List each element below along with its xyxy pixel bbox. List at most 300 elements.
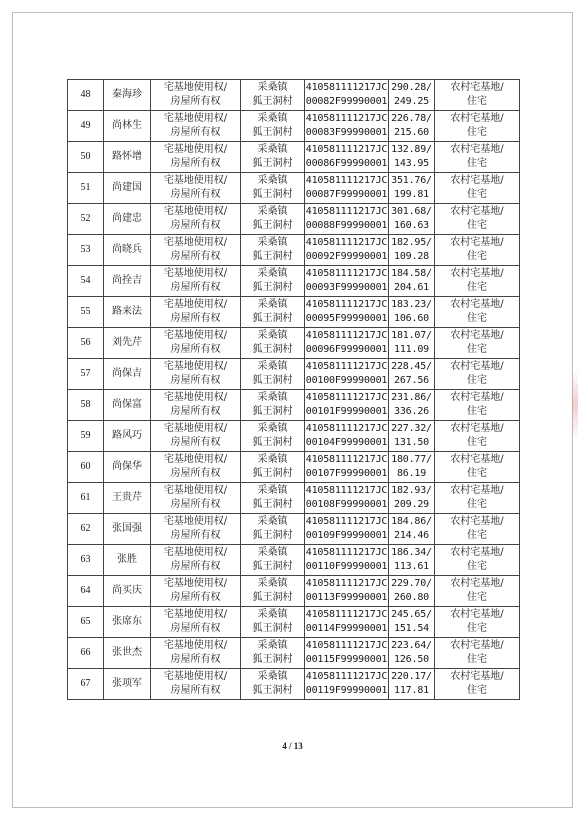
unit-number-text: 00108F99990001	[305, 499, 388, 510]
location-cell	[241, 111, 305, 142]
usage-cell	[435, 359, 520, 390]
right-type-cell	[151, 483, 241, 514]
unit-number-text: 00087F99990001	[305, 189, 388, 200]
unit-number-text: 00110F99990001	[305, 561, 388, 572]
area-cell	[389, 173, 435, 204]
right-type-cell	[151, 576, 241, 607]
row-index-cell	[68, 359, 104, 390]
area-text: 231.86/	[391, 392, 432, 403]
usage-text: 住宅	[467, 96, 487, 107]
unit-number-text: 410581111217JC	[305, 609, 388, 620]
usage-text: 住宅	[467, 158, 487, 169]
row-index-text: 53	[80, 244, 91, 255]
owner-name-text: 尚建忠	[112, 213, 142, 224]
area-text: 143.95	[394, 158, 429, 169]
location-text: 狐王洞村	[252, 685, 293, 696]
right-type-text: 房屋所有权	[170, 530, 221, 541]
usage-cell	[435, 452, 520, 483]
unit-number-text: 41058111121​7JC	[305, 82, 388, 93]
area-cell	[389, 390, 435, 421]
owner-name-text: 王贵芹	[112, 492, 142, 503]
right-type-text: 房屋所有权	[170, 375, 221, 386]
unit-number-cell	[305, 390, 389, 421]
owner-name-cell	[104, 328, 151, 359]
row-index-cell	[68, 111, 104, 142]
right-type-cell	[151, 204, 241, 235]
owner-name-text: 刘先芹	[112, 337, 142, 348]
usage-text: 农村宅基地/	[450, 237, 504, 248]
right-type-text: 宅基地使用权/	[163, 299, 228, 310]
right-type-text: 房屋所有权	[170, 685, 221, 696]
row-index-text: 63	[80, 554, 91, 565]
area-text: 214.46	[394, 530, 429, 541]
owner-name-text: 路怀增	[112, 151, 142, 162]
owner-name-text: 尚晓兵	[112, 244, 142, 255]
area-cell	[389, 297, 435, 328]
location-cell	[241, 142, 305, 173]
location-cell	[241, 483, 305, 514]
unit-number-cell	[305, 514, 389, 545]
area-cell	[389, 514, 435, 545]
location-text: 采桑镇	[257, 82, 288, 93]
area-text: 215.60	[394, 127, 429, 138]
right-type-cell	[151, 638, 241, 669]
right-type-text: 房屋所有权	[170, 282, 221, 293]
owner-name-text: 尚建国	[112, 182, 142, 193]
table-row	[68, 669, 520, 700]
unit-number-text: 410581111217JC	[305, 423, 388, 434]
owner-name-text: 张项军	[112, 678, 142, 689]
usage-cell	[435, 545, 520, 576]
right-type-text: 房屋所有权	[170, 437, 221, 448]
usage-cell	[435, 483, 520, 514]
usage-text: 农村宅基地/	[450, 175, 504, 186]
location-text: 采桑镇	[257, 454, 288, 465]
unit-number-text: 410581111217JC	[305, 640, 388, 651]
area-text: 336.26	[394, 406, 429, 417]
area-text: 183.23/	[391, 299, 432, 310]
right-type-cell	[151, 421, 241, 452]
location-text: 采桑镇	[257, 113, 288, 124]
usage-cell	[435, 638, 520, 669]
location-text: 狐王洞村	[252, 375, 293, 386]
row-index-cell	[68, 204, 104, 235]
unit-number-cell	[305, 483, 389, 514]
row-index-cell	[68, 607, 104, 638]
usage-text: 住宅	[467, 623, 487, 634]
location-text: 狐王洞村	[252, 530, 293, 541]
right-type-text: 宅基地使用权/	[163, 485, 228, 496]
area-cell	[389, 204, 435, 235]
unit-number-text: 00088F99990001	[305, 220, 388, 231]
row-index-cell	[68, 173, 104, 204]
unit-number-cell	[305, 545, 389, 576]
location-text: 狐王洞村	[252, 468, 293, 479]
area-text: 220.17/	[391, 671, 432, 682]
area-text: 226.78/	[391, 113, 432, 124]
unit-number-text: 410581111217JC	[305, 547, 388, 558]
location-text: 狐王洞村	[252, 282, 293, 293]
unit-number-text: 00113F99990001	[305, 592, 388, 603]
location-cell	[241, 80, 305, 111]
right-type-text: 宅基地使用权/	[163, 547, 228, 558]
location-text: 采桑镇	[257, 516, 288, 527]
area-cell	[389, 266, 435, 297]
unit-number-text: 00093F99990001	[305, 282, 388, 293]
right-type-cell	[151, 390, 241, 421]
usage-text: 农村宅基地/	[450, 640, 504, 651]
location-text: 狐王洞村	[252, 313, 293, 324]
usage-cell	[435, 297, 520, 328]
area-text: 204.61	[394, 282, 429, 293]
location-text: 采桑镇	[257, 640, 288, 651]
unit-number-cell	[305, 576, 389, 607]
right-type-text: 宅基地使用权/	[163, 578, 228, 589]
right-type-cell	[151, 669, 241, 700]
area-text: 290.28/	[391, 82, 432, 93]
location-text: 狐王洞村	[252, 127, 293, 138]
owner-name-cell	[104, 359, 151, 390]
unit-number-cell	[305, 359, 389, 390]
area-text: 132.89/	[391, 144, 432, 155]
area-cell	[389, 111, 435, 142]
area-cell	[389, 545, 435, 576]
location-cell	[241, 514, 305, 545]
unit-number-text: 410581111217JC	[305, 516, 388, 527]
location-text: 狐王洞村	[252, 561, 293, 572]
right-type-cell	[151, 142, 241, 173]
right-type-cell	[151, 266, 241, 297]
owner-name-cell	[104, 297, 151, 328]
right-type-cell	[151, 297, 241, 328]
area-text: 351.76/	[391, 175, 432, 186]
unit-number-text: 410581111217JC	[305, 578, 388, 589]
usage-text: 住宅	[467, 406, 487, 417]
usage-cell	[435, 514, 520, 545]
owner-name-cell	[104, 390, 151, 421]
owner-name-text: 秦海珍	[112, 89, 142, 100]
usage-cell	[435, 576, 520, 607]
area-cell	[389, 576, 435, 607]
area-cell	[389, 638, 435, 669]
owner-name-cell	[104, 80, 151, 111]
records-table-body	[68, 80, 520, 700]
location-text: 狐王洞村	[252, 251, 293, 262]
location-text: 采桑镇	[257, 361, 288, 372]
row-index-text: 61	[80, 492, 91, 503]
row-index-cell	[68, 638, 104, 669]
row-index-text: 48	[80, 89, 91, 100]
row-index-text: 52	[80, 213, 91, 224]
area-text: 186.34/	[391, 547, 432, 558]
unit-number-cell	[305, 142, 389, 173]
usage-text: 农村宅基地/	[450, 144, 504, 155]
owner-name-cell	[104, 142, 151, 173]
right-type-text: 宅基地使用权/	[163, 175, 228, 186]
row-index-cell	[68, 669, 104, 700]
owner-name-text: 张国强	[112, 523, 142, 534]
owner-name-text: 尚保华	[112, 461, 142, 472]
usage-cell	[435, 204, 520, 235]
unit-number-text: 00100F99990001	[305, 375, 388, 386]
location-cell	[241, 173, 305, 204]
right-type-text: 宅基地使用权/	[163, 516, 228, 527]
row-index-cell	[68, 328, 104, 359]
right-type-cell	[151, 111, 241, 142]
row-index-cell	[68, 390, 104, 421]
area-cell	[389, 359, 435, 390]
unit-number-text: 00096F99990001	[305, 344, 388, 355]
right-type-text: 房屋所有权	[170, 344, 221, 355]
usage-cell	[435, 669, 520, 700]
area-text: 181.07/	[391, 330, 432, 341]
unit-number-text: 410581111217JC	[305, 206, 388, 217]
location-text: 采桑镇	[257, 206, 288, 217]
area-cell	[389, 452, 435, 483]
row-index-cell	[68, 514, 104, 545]
unit-number-cell	[305, 173, 389, 204]
owner-name-text: 尚保吉	[112, 368, 142, 379]
row-index-cell	[68, 235, 104, 266]
area-text: 160.63	[394, 220, 429, 231]
area-text: 117.81	[394, 685, 429, 696]
owner-name-text: 尚买庆	[112, 585, 142, 596]
location-text: 狐王洞村	[252, 623, 293, 634]
row-index-text: 57	[80, 368, 91, 379]
right-type-text: 房屋所有权	[170, 468, 221, 479]
page-number: 4 / 13	[282, 741, 303, 751]
unit-number-text: 410581111217JC	[305, 113, 388, 124]
usage-text: 住宅	[467, 344, 487, 355]
unit-number-text: 00101F99990001	[305, 406, 388, 417]
usage-text: 住宅	[467, 375, 487, 386]
unit-number-cell	[305, 328, 389, 359]
usage-cell	[435, 111, 520, 142]
area-text: 228.45/	[391, 361, 432, 372]
owner-name-cell	[104, 111, 151, 142]
usage-text: 住宅	[467, 189, 487, 200]
table-row	[68, 483, 520, 514]
area-text: 301.68/	[391, 206, 432, 217]
location-text: 采桑镇	[257, 299, 288, 310]
area-text: 209.29	[394, 499, 429, 510]
usage-text: 农村宅基地/	[450, 547, 504, 558]
location-cell	[241, 235, 305, 266]
right-type-cell	[151, 80, 241, 111]
unit-number-text: 00114F99990001	[305, 623, 388, 634]
table-row	[68, 204, 520, 235]
area-text: 111.09	[394, 344, 429, 355]
owner-name-cell	[104, 173, 151, 204]
owner-name-cell	[104, 669, 151, 700]
area-cell	[389, 607, 435, 638]
right-type-text: 房屋所有权	[170, 406, 221, 417]
owner-name-text: 张世杰	[112, 647, 142, 658]
usage-cell	[435, 173, 520, 204]
area-cell	[389, 142, 435, 173]
right-type-cell	[151, 545, 241, 576]
usage-cell	[435, 328, 520, 359]
row-index-cell	[68, 452, 104, 483]
location-text: 狐王洞村	[252, 96, 293, 107]
usage-text: 住宅	[467, 127, 487, 138]
unit-number-text: 410581111217JC	[305, 671, 388, 682]
area-cell	[389, 235, 435, 266]
location-text: 狐王洞村	[252, 158, 293, 169]
table-row	[68, 607, 520, 638]
area-text: 260.80	[394, 592, 429, 603]
location-cell	[241, 328, 305, 359]
unit-number-text: 410581111217JC	[305, 454, 388, 465]
usage-text: 农村宅基地/	[450, 423, 504, 434]
unit-number-cell	[305, 204, 389, 235]
usage-cell	[435, 607, 520, 638]
right-type-text: 宅基地使用权/	[163, 392, 228, 403]
usage-text: 农村宅基地/	[450, 609, 504, 620]
location-cell	[241, 204, 305, 235]
usage-text: 农村宅基地/	[450, 330, 504, 341]
table-row	[68, 111, 520, 142]
owner-name-text: 尚保富	[112, 399, 142, 410]
area-text: 229.70/	[391, 578, 432, 589]
right-type-text: 房屋所有权	[170, 189, 221, 200]
usage-text: 农村宅基地/	[450, 578, 504, 589]
table-row	[68, 173, 520, 204]
usage-text: 农村宅基地/	[450, 516, 504, 527]
row-index-text: 65	[80, 616, 91, 627]
usage-text: 住宅	[467, 592, 487, 603]
right-type-text: 宅基地使用权/	[163, 640, 228, 651]
right-type-cell	[151, 514, 241, 545]
right-type-text: 宅基地使用权/	[163, 268, 228, 279]
owner-name-cell	[104, 545, 151, 576]
area-text: 151.54	[394, 623, 429, 634]
location-cell	[241, 669, 305, 700]
area-text: 267.56	[394, 375, 429, 386]
location-text: 狐王洞村	[252, 592, 293, 603]
right-type-cell	[151, 607, 241, 638]
right-type-text: 房屋所有权	[170, 654, 221, 665]
location-text: 狐王洞村	[252, 220, 293, 231]
location-cell	[241, 421, 305, 452]
usage-cell	[435, 235, 520, 266]
unit-number-text: 00092F99990001	[305, 251, 388, 262]
area-text: 182.95/	[391, 237, 432, 248]
unit-number-text: 410581111217JC	[305, 485, 388, 496]
usage-text: 住宅	[467, 499, 487, 510]
usage-text: 农村宅基地/	[450, 454, 504, 465]
unit-number-cell	[305, 111, 389, 142]
row-index-text: 66	[80, 647, 91, 658]
usage-text: 农村宅基地/	[450, 361, 504, 372]
owner-name-cell	[104, 235, 151, 266]
right-type-cell	[151, 359, 241, 390]
area-text: 180.77/	[391, 454, 432, 465]
owner-name-cell	[104, 421, 151, 452]
usage-text: 住宅	[467, 282, 487, 293]
right-type-text: 宅基地使用权/	[163, 82, 228, 93]
usage-text: 住宅	[467, 251, 487, 262]
area-text: 227.32/	[391, 423, 432, 434]
table-row	[68, 638, 520, 669]
right-type-text: 宅基地使用权/	[163, 361, 228, 372]
usage-text: 住宅	[467, 561, 487, 572]
unit-number-text: 410581111217JC	[305, 268, 388, 279]
unit-number-cell	[305, 638, 389, 669]
row-index-text: 62	[80, 523, 91, 534]
location-cell	[241, 359, 305, 390]
row-index-text: 64	[80, 585, 91, 596]
location-text: 采桑镇	[257, 485, 288, 496]
usage-text: 住宅	[467, 654, 487, 665]
right-type-text: 宅基地使用权/	[163, 423, 228, 434]
usage-text: 农村宅基地/	[450, 299, 504, 310]
unit-number-text: 00104F99990001	[305, 437, 388, 448]
location-cell	[241, 545, 305, 576]
table-row	[68, 142, 520, 173]
unit-number-text: 00109F99990001	[305, 530, 388, 541]
usage-text: 农村宅基地/	[450, 671, 504, 682]
usage-cell	[435, 266, 520, 297]
row-index-cell	[68, 545, 104, 576]
right-type-text: 房屋所有权	[170, 313, 221, 324]
right-type-text: 宅基地使用权/	[163, 330, 228, 341]
location-text: 狐王洞村	[252, 437, 293, 448]
unit-number-text: 410581111217JC	[305, 330, 388, 341]
table-row	[68, 421, 520, 452]
row-index-text: 50	[80, 151, 91, 162]
owner-name-cell	[104, 266, 151, 297]
area-text: 223.64/	[391, 640, 432, 651]
right-type-text: 宅基地使用权/	[163, 206, 228, 217]
table-row	[68, 359, 520, 390]
records-table	[67, 79, 520, 700]
usage-text: 农村宅基地/	[450, 206, 504, 217]
owner-name-cell	[104, 607, 151, 638]
row-index-text: 56	[80, 337, 91, 348]
location-text: 采桑镇	[257, 175, 288, 186]
location-text: 狐王洞村	[252, 499, 293, 510]
unit-number-text: 00115F99990001	[305, 654, 388, 665]
location-text: 狐王洞村	[252, 344, 293, 355]
usage-text: 农村宅基地/	[450, 485, 504, 496]
row-index-text: 49	[80, 120, 91, 131]
owner-name-cell	[104, 638, 151, 669]
table-row	[68, 297, 520, 328]
usage-text: 农村宅基地/	[450, 82, 504, 93]
usage-cell	[435, 80, 520, 111]
area-text: 184.86/	[391, 516, 432, 527]
unit-number-cell	[305, 421, 389, 452]
row-index-text: 59	[80, 430, 91, 441]
area-cell	[389, 421, 435, 452]
owner-name-text: 路来法	[112, 306, 142, 317]
unit-number-cell	[305, 235, 389, 266]
right-type-text: 房屋所有权	[170, 499, 221, 510]
owner-name-text: 尚林生	[112, 120, 142, 131]
unit-number-text: 00082F99990001	[305, 96, 388, 107]
location-cell	[241, 390, 305, 421]
unit-number-text: 00119F99990001	[305, 685, 388, 696]
unit-number-cell	[305, 80, 389, 111]
location-text: 狐王洞村	[252, 189, 293, 200]
row-index-text: 58	[80, 399, 91, 410]
location-text: 采桑镇	[257, 671, 288, 682]
location-text: 狐王洞村	[252, 406, 293, 417]
row-index-text: 54	[80, 275, 91, 286]
right-type-text: 房屋所有权	[170, 127, 221, 138]
right-type-text: 宅基地使用权/	[163, 237, 228, 248]
